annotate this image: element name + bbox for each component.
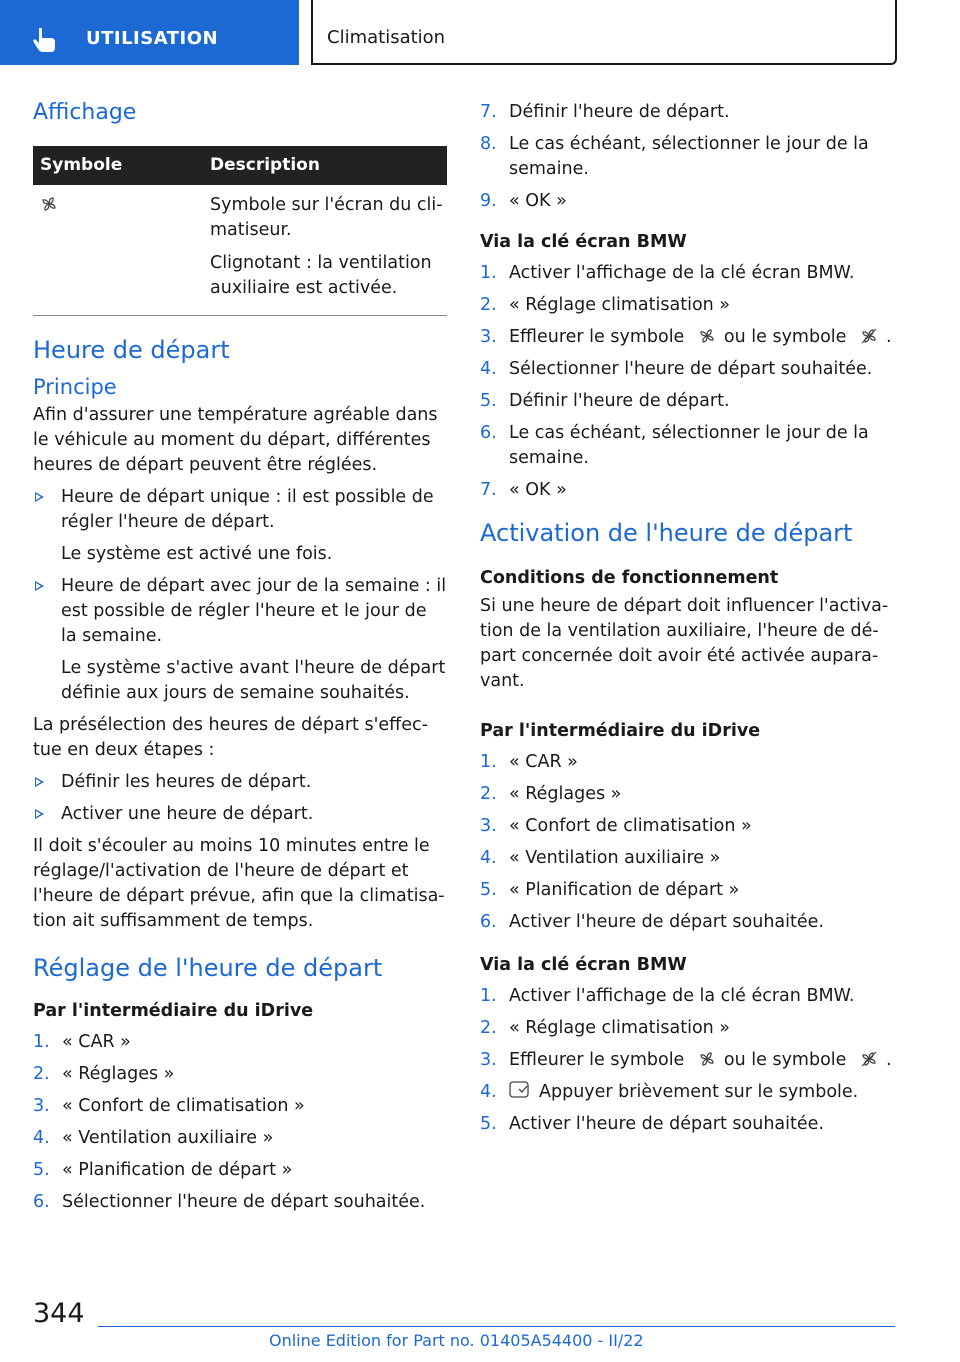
list-item: Définir les heures de départ. bbox=[33, 770, 447, 795]
section-tab bbox=[0, 0, 299, 65]
fan-icon bbox=[40, 195, 58, 213]
principe-text: Afin d'assurer une température agréable dans le véhicule au moment du départ, différentes heures de départ peuvent être réglées. bbox=[33, 405, 438, 475]
list-item: 6. Le cas échéant, sélectionner le jour de la semaine. bbox=[480, 423, 869, 468]
fan-icon bbox=[698, 1050, 716, 1068]
affichage-heading: Affichage bbox=[33, 100, 137, 125]
list-item: 5. Définir l'heure de départ. bbox=[480, 391, 730, 411]
list-item: 1. « CAR » bbox=[480, 752, 578, 772]
idrive-activation-steps bbox=[480, 750, 896, 935]
list-item: 1. Activer l'affichage de la clé écran BMW. bbox=[480, 986, 855, 1006]
symbol-blink-description: Clignotant : la ventilation auxiliaire est activée. bbox=[210, 253, 432, 298]
page-number: 344 bbox=[33, 1298, 85, 1329]
list-item: 5. « Planification de départ » bbox=[480, 880, 740, 900]
fan-lines-icon bbox=[860, 1050, 878, 1068]
idrive-steps-continued bbox=[480, 100, 896, 214]
list-item: 1. Activer l'affichage de la clé écran BMW. bbox=[480, 263, 855, 283]
list-item: 1. « CAR » bbox=[33, 1032, 131, 1052]
list-item: Activer une heure de départ. bbox=[33, 802, 447, 827]
conditions-heading: Conditions de fonctionnement bbox=[480, 568, 779, 588]
list-item: 5. Activer l'heure de départ souhaitée. bbox=[480, 1114, 824, 1134]
list-item: 6. Activer l'heure de départ souhaitée. bbox=[480, 912, 824, 932]
list-item: Heure de départ unique : il est possible de régler l'heure de départ. Le système est activé une fois. bbox=[33, 485, 447, 567]
list-item: 4. « Ventilation auxiliaire » bbox=[33, 1128, 274, 1148]
list-item: 7. « OK » bbox=[480, 480, 567, 500]
section-title: UTILISATION bbox=[86, 28, 219, 49]
footer-edition: Online Edition for Part no. 01405A54400 - II/22 bbox=[269, 1331, 644, 1350]
list-item: 3. Effleurer le symbole ou le symbole . bbox=[480, 327, 892, 347]
table-divider bbox=[33, 315, 447, 316]
key-heading-2: Via la clé écran BMW bbox=[480, 955, 687, 975]
list-item: 4. « Ventilation auxiliaire » bbox=[480, 848, 721, 868]
start-time-types bbox=[33, 485, 447, 706]
chapter-title: Climatisation bbox=[327, 27, 446, 48]
list-item: 4. Appuyer brièvement sur le symbole. bbox=[480, 1082, 859, 1102]
col-symbol-header: Symbole bbox=[33, 146, 200, 185]
list-item: 9. « OK » bbox=[480, 191, 567, 211]
chapter-tab bbox=[311, 0, 897, 65]
idrive-steps bbox=[33, 1030, 447, 1215]
bullet-icon bbox=[35, 581, 44, 591]
pointing-hand-icon bbox=[30, 24, 60, 54]
list-item: 4. Sélectionner l'heure de départ souhaitée. bbox=[480, 359, 873, 379]
list-item: Heure de départ avec jour de la semaine : il est possible de régler l'heure et le jour de la semaine. Le système s'active avant l'heure de départ définie aux jours de semaine souhaités. bbox=[33, 574, 447, 706]
reglage-heading: Réglage de l'heure de départ bbox=[33, 954, 383, 982]
list-item: 7. Définir l'heure de départ. bbox=[480, 102, 730, 122]
footer-divider bbox=[98, 1326, 895, 1327]
key-steps bbox=[480, 261, 896, 503]
list-item: 3. Effleurer le symbole ou le symbole . bbox=[480, 1050, 892, 1070]
activation-heading: Activation de l'heure de départ bbox=[480, 519, 853, 547]
list-item: 8. Le cas échéant, sélectionner le jour de la semaine. bbox=[480, 134, 869, 179]
list-item: 2. « Réglages » bbox=[480, 784, 622, 804]
right-column bbox=[480, 100, 896, 1144]
col-description-header: Description bbox=[200, 146, 447, 185]
list-item: 3. « Confort de climatisation » bbox=[480, 816, 752, 836]
list-item: 6. Sélectionner l'heure de départ souhaitée. bbox=[33, 1192, 426, 1212]
bullet-icon bbox=[35, 492, 44, 502]
key-heading: Via la clé écran BMW bbox=[480, 232, 687, 252]
touch-icon bbox=[509, 1080, 531, 1100]
idrive-heading: Par l'intermédiaire du iDrive bbox=[33, 1001, 314, 1021]
preselection-text: La présélection des heures de départ s'effec-tue en deux étapes : bbox=[33, 715, 428, 760]
delay-text: Il doit s'écouler au moins 10 minutes entre le réglage/l'activation de l'heure de départ et l'heure de départ prévue, afin que la climatisa-tion ait suffisamment de temps. bbox=[33, 836, 445, 931]
preselection-steps bbox=[33, 770, 447, 827]
list-item: 5. « Planification de départ » bbox=[33, 1160, 293, 1180]
fan-icon bbox=[698, 327, 716, 345]
idrive-heading-2: Par l'intermédiaire du iDrive bbox=[480, 721, 761, 741]
conditions-text: Si une heure de départ doit influencer l'activa-tion de la ventilation auxiliaire, l'heure de dé-part concernée doit avoir été activée aupara-vant. bbox=[480, 596, 889, 691]
symbol-table bbox=[33, 146, 447, 313]
list-item: 3. « Confort de climatisation » bbox=[33, 1096, 305, 1116]
left-column bbox=[33, 100, 447, 1222]
symbol-description: Symbole sur l'écran du cli-matiseur. bbox=[210, 195, 443, 240]
list-item: 2. « Réglage climatisation » bbox=[480, 295, 731, 315]
list-item: 2. « Réglages » bbox=[33, 1064, 175, 1084]
key-activation-steps bbox=[480, 984, 896, 1137]
fan-lines-icon bbox=[860, 327, 878, 345]
bullet-icon bbox=[35, 777, 44, 787]
heure-heading: Heure de départ bbox=[33, 336, 230, 364]
principe-heading: Principe bbox=[33, 375, 117, 399]
list-item: 2. « Réglage climatisation » bbox=[480, 1018, 731, 1038]
bullet-icon bbox=[35, 809, 44, 819]
